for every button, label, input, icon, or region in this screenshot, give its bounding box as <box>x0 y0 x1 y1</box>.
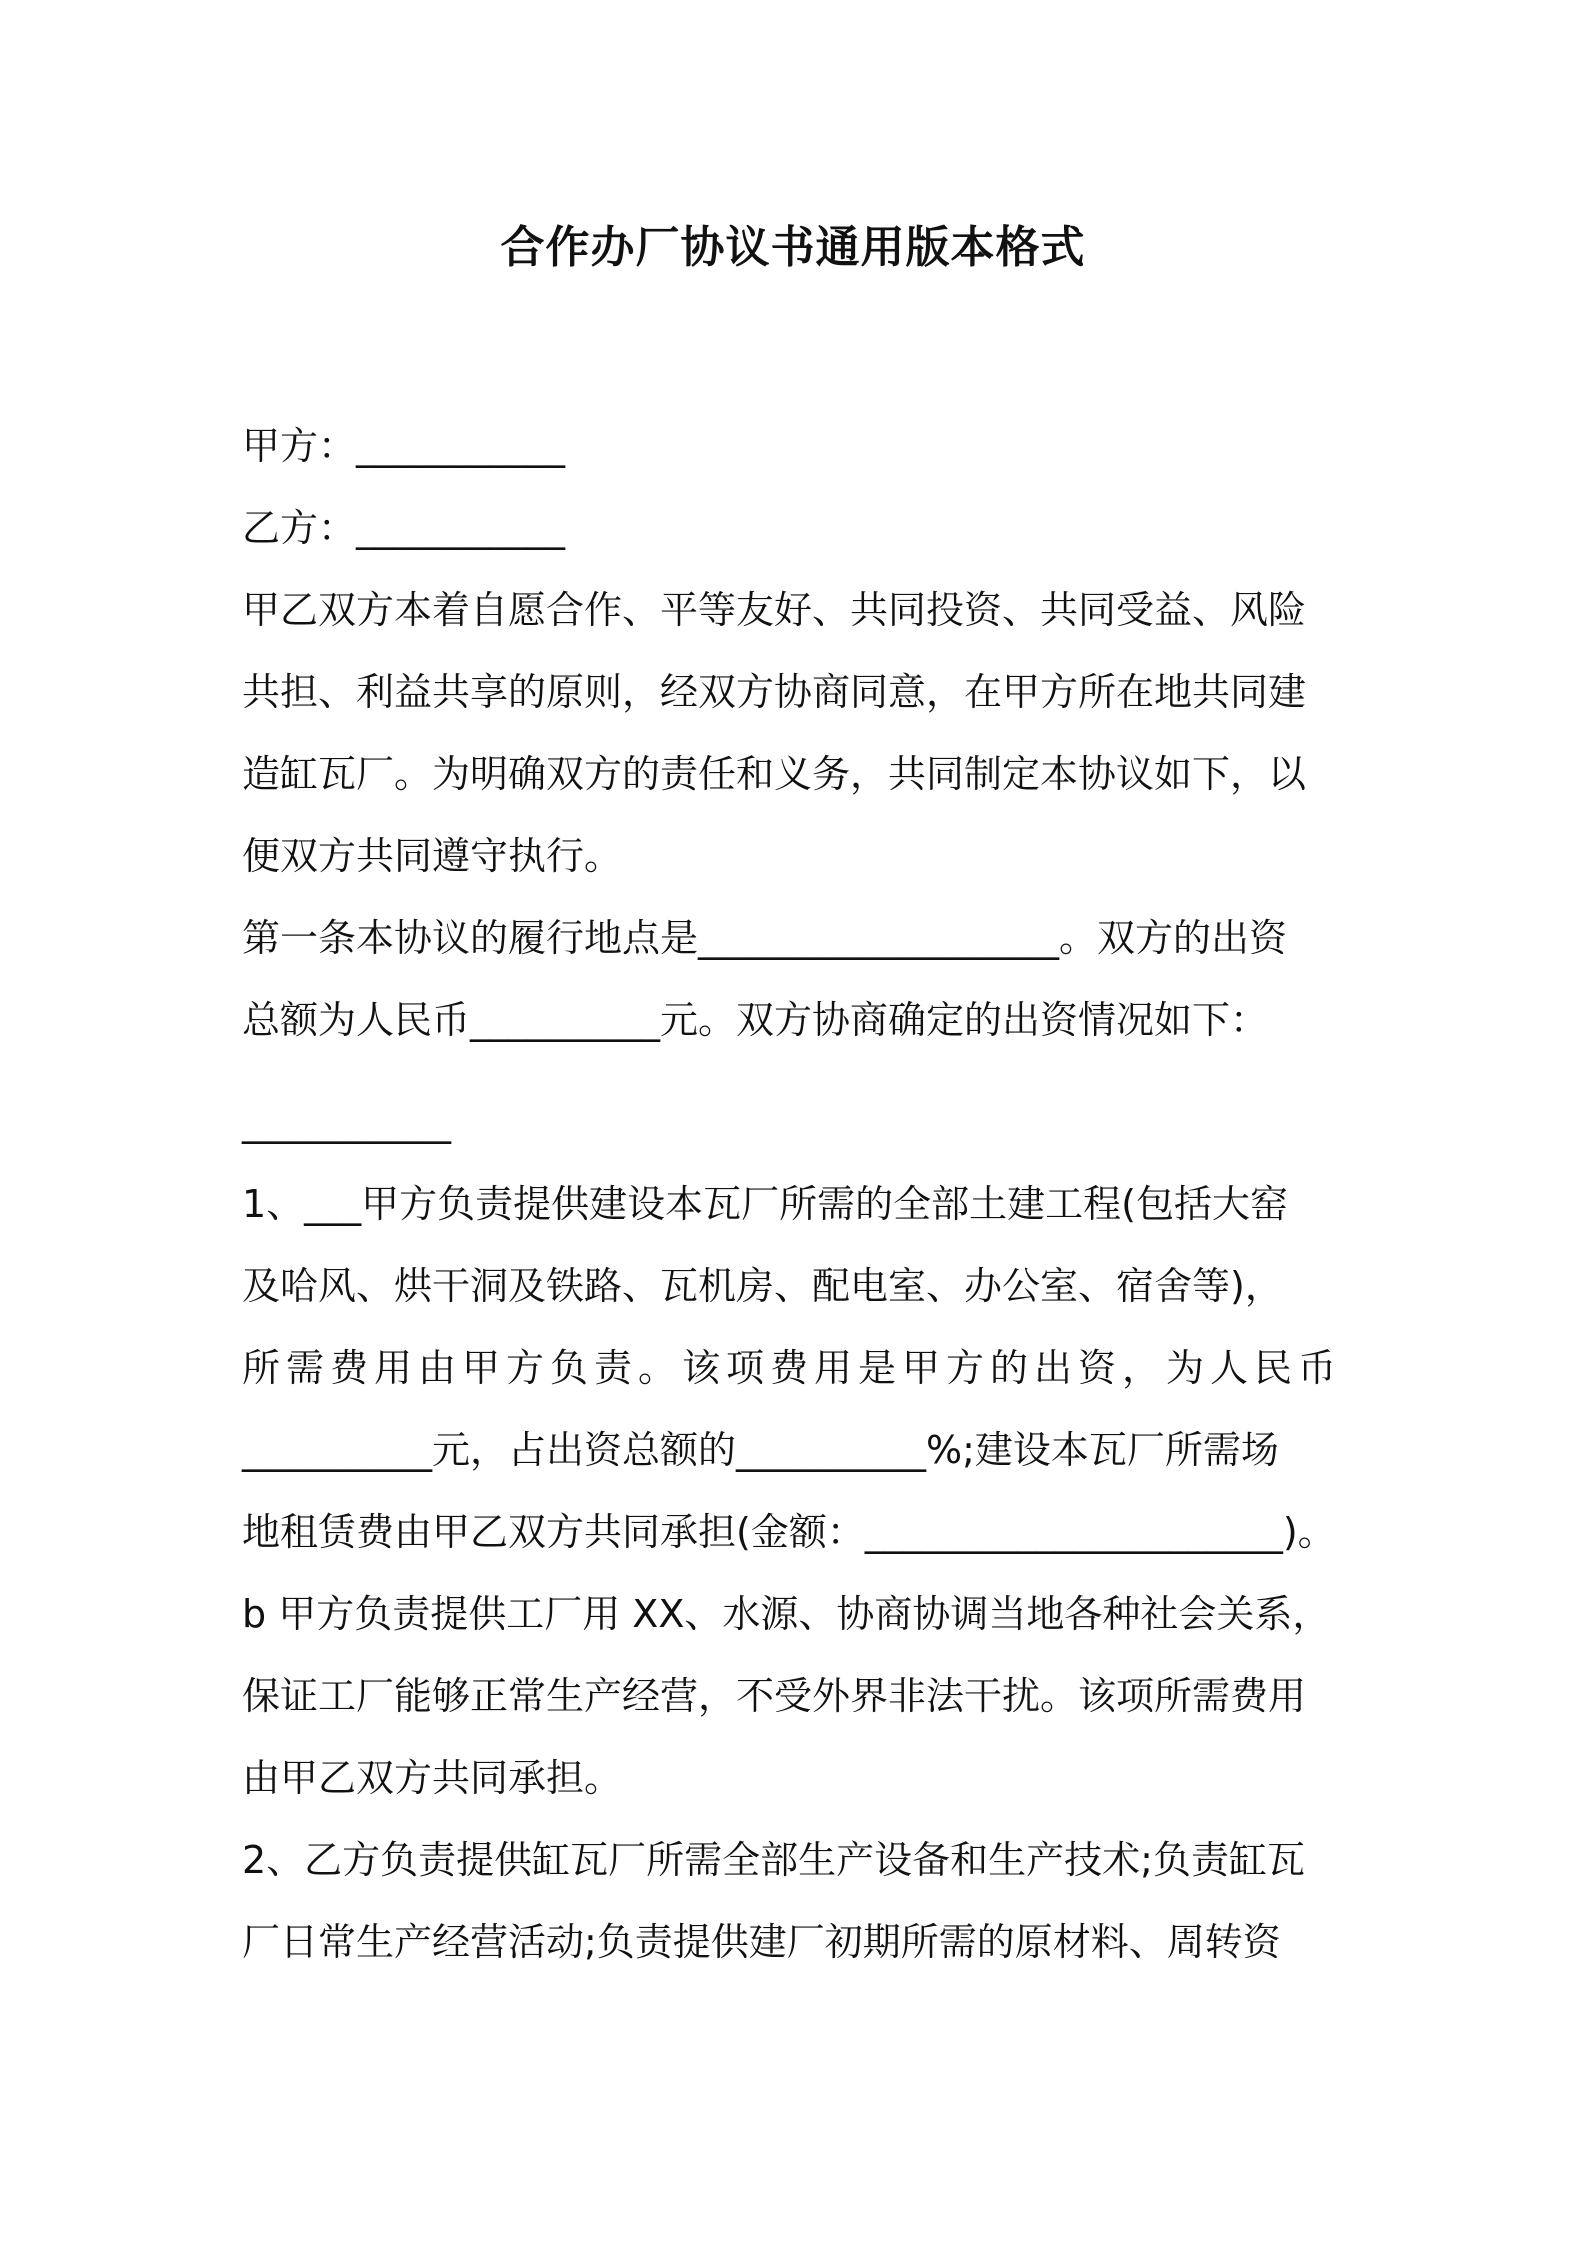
paragraph-line: 共担、利益共享的原则，经双方协商同意，在甲方所在地共同建 <box>242 670 1307 714</box>
paragraph-line: __________元，占出资总额的__________%;建设本瓦厂所需场 <box>242 1428 1279 1472</box>
article-one-line: 第一条本协议的履行地点是___________________。双方的出资 <box>242 916 1288 960</box>
paragraph-line: 及哈风、烘干洞及铁路、瓦机房、配电室、办公室、宿舍等)， <box>242 1264 1283 1308</box>
paragraph-line: 造缸瓦厂。为明确双方的责任和义务，共同制定本协议如下，以 <box>242 752 1307 796</box>
paragraph-line: 地租赁费由甲乙双方共同承担(金额：______________________)。 <box>242 1510 1336 1554</box>
clause-b-line: b 甲方负责提供工厂用 XX、水源、协商协调当地各种社会关系， <box>242 1592 1331 1636</box>
clause-2-line: 2、乙方负责提供缸瓦厂所需全部生产设备和生产技术;负责缸瓦 <box>242 1838 1305 1882</box>
document-body <box>242 405 1357 1983</box>
paragraph-line: 由甲乙双方共同承担。 <box>242 1756 623 1800</box>
paragraph-line: 总额为人民币__________元。双方协商确定的出资情况如下： <box>242 998 1269 1042</box>
blank-fill-line: ___________ <box>242 1100 451 1144</box>
document-title: 合作办厂协议书通用版本格式 <box>500 222 1086 273</box>
paragraph-line: 厂日常生产经营活动;负责提供建厂初期所需的原材料、周转资 <box>242 1920 1281 1964</box>
clause-1-line: 1、___甲方负责提供建设本瓦厂所需的全部土建工程(包括大窑 <box>242 1182 1289 1226</box>
paragraph-line: 便双方共同遵守执行。 <box>242 834 623 878</box>
party-a-line: 甲方：___________ <box>242 424 566 468</box>
blank-gap <box>242 1061 1357 1081</box>
paragraph-line: 所需费用由甲方负责。该项费用是甲方的出资，为人民币 <box>242 1346 1343 1390</box>
party-b-line: 乙方：___________ <box>242 506 566 550</box>
paragraph-line: 甲乙双方本着自愿合作、平等友好、共同投资、共同受益、风险 <box>242 588 1307 632</box>
paragraph-line: 保证工厂能够正常生产经营，不受外界非法干扰。该项所需费用 <box>242 1674 1307 1718</box>
